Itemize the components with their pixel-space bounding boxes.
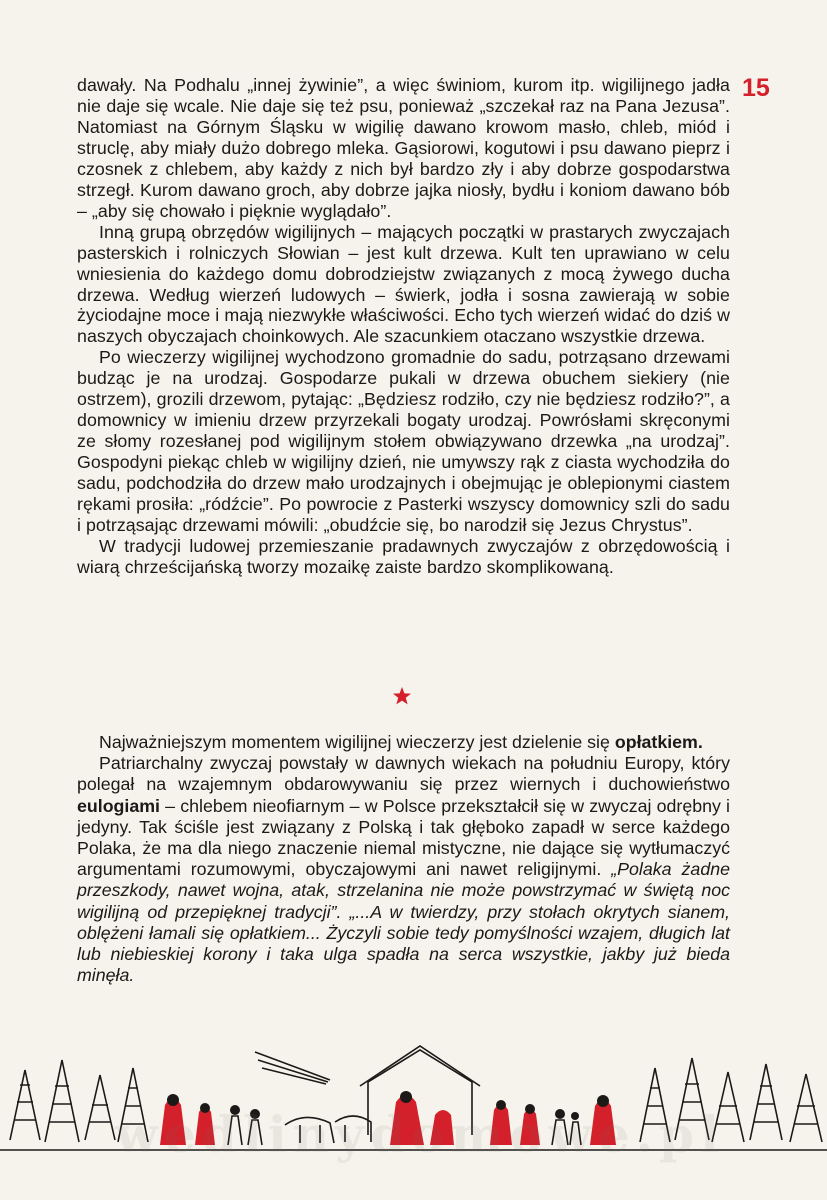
page-number: 15 — [742, 74, 770, 102]
eulogia-term: eulogiami — [77, 795, 160, 816]
watermark: wedlinydomowe.pl — [115, 1105, 725, 1164]
eulogia-intro-text: Patriarchalny zwyczaj powstały w dawnych wiekach na południu Europy, który polegał na wzajemnym obdarowywaniu się przez wiernych i duchowieństwo — [77, 753, 730, 795]
paragraph-eulogia — [77, 753, 730, 986]
eulogia-quote: „Polaka żadne przeszkody, nawet wojna, atak, strzelanina nie może powstrzymać w świętą noc wigilijną od przepięknej tradycji”. „...A w twierdzy, przy stołach okrytych sianem, oblężeni łamali się opłatkiem... Życzyli sobie tedy pomyślności wzajem, długich lat lub niebieskiej korony i taka ulga spadła na serca wszystkie, jakby już bieda minęła. — [77, 859, 730, 986]
paragraph-animals: dawały. Na Podhalu „innej żywinie”, a więc świniom, kurom itp. wigilijnego jadła nie daje się wcale. Nie daje się też psu, ponieważ „szczekał raz na Pana Jezusa”. Natomiast na Górnym Śląsku w wigilię dawano krowom masło, chleb, miód i struclę, aby miały dużo dobrego mleka. Gąsiorowi, kogutowi i psu dawano pieprz i czosnek z chlebem, aby każdy z nich był bardzo zły i aby dobrze gospodarstwa strzegł. Kurom dawano groch, aby dobrze jajka niosły, bydłu i koniom dawano bób – „aby się chowało i pięknie wyglądało”. — [77, 75, 730, 221]
eulogia-body-text: – chlebem nieofiarnym – w Polsce przekształcił się w zwyczaj odrębny i jedyny. Tak ściśle jest związany z Polską i tak głęboko zapadł w serce każdego Polaka, że ma dla niego znaczenie niemal mistyczne, nie dające się wytłumaczyć argumentami rozumowymi, obyczajowymi ani nawet religijnymi. — [77, 795, 730, 880]
paragraph-orchard: Po wieczerzy wigilijnej wychodzono gromadnie do sadu, potrząsano drzewami budząc je na urodzaj. Gospodarze pukali w drzewa obuchem siekiery (nie ostrzem), grozili drzewom, pytając: „Będziesz rodziło, czy nie będziesz rodziło?”, a domownicy w imieniu drzew przyrzekali bogaty urodzaj. Powrósłami skręconymi ze słomy rozesłanej pod wigilijnym stołem obwiązywano drzewka „na urodzaj”. Gospodyni piekąc chleb w wigilijny dzień, nie umywszy rąk z ciasta wychodziła do sadu, podchodziła do drzew mało urodzajnych i obejmując je oblepionymi ciastem rękami prosiła: „ródźcie”. Po powrocie z Pasterki wszyscy domownicy szli do sadu i potrząsając drzewami mówili: „obudźcie się, bo narodził się Jezus Chrystus”. — [77, 347, 730, 536]
section-customs — [77, 75, 730, 578]
paragraph-tradition: W tradycji ludowej przemieszanie pradawnych zwyczajów z obrzędowością i wiarą chrześcijańską tworzy mozaikę zaiste bardzo skomplikowaną. — [77, 535, 730, 577]
paragraph-oplatek — [77, 732, 730, 753]
oplatek-term: opłatkiem. — [614, 732, 703, 752]
paragraph-tree-cult: Inną grupą obrzędów wigilijnych – mających początki w prastarych zwyczajach pasterskich i rolniczych Słowian – jest kult drzewa. Kult ten uprawiano w celu wniesienia do każdego domu dobrodziejstw związanych z mocą żywego ducha drzewa. Według wierzeń ludowych – świerk, jodła i sosna zawierają w sobie życiodajne moce i mają niezwykłe właściwości. Echo tych wierzeń widać do dziś w naszych obyczajach choinkowych. Ale szacunkiem otaczano wszystkie drzewa. — [77, 221, 730, 347]
section-oplatek — [77, 732, 730, 986]
oplatek-intro-text: Najważniejszym momentem wigilijnej wieczerzy jest dzielenie się — [99, 732, 615, 752]
star-icon — [392, 686, 412, 706]
